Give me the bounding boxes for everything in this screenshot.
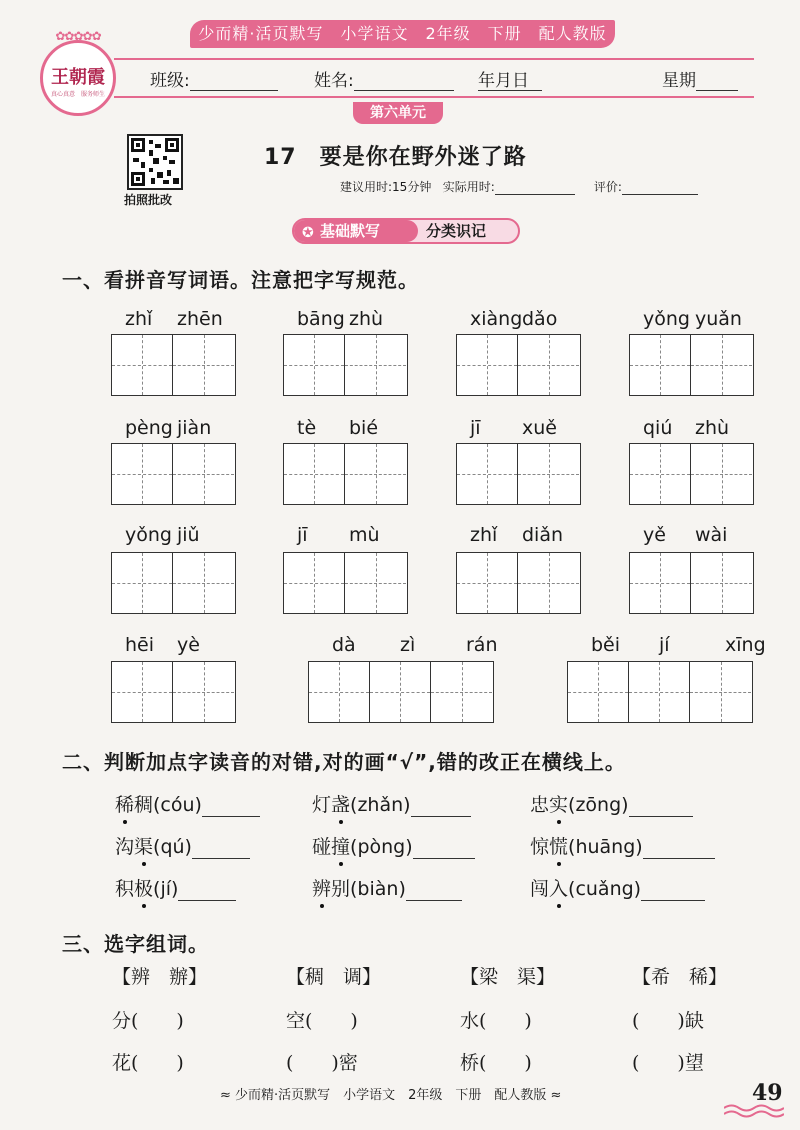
writing-grid[interactable] bbox=[308, 661, 494, 723]
pronunciation-item: 辨别(biàn) bbox=[312, 874, 462, 901]
dotted-character: 极 bbox=[134, 874, 153, 901]
writing-grid[interactable] bbox=[283, 552, 408, 614]
answer-line[interactable] bbox=[178, 880, 236, 901]
pinyin-text: jiàn bbox=[177, 417, 212, 439]
word-blank[interactable]: 分( ) bbox=[112, 1010, 184, 1032]
word-blank[interactable]: ( )望 bbox=[632, 1052, 704, 1074]
answer-line[interactable] bbox=[202, 796, 260, 817]
dotted-character: 稀 bbox=[115, 790, 134, 817]
name-label: 姓名: bbox=[314, 66, 354, 91]
dotted-character: 撞 bbox=[331, 832, 350, 859]
wave-decoration-icon bbox=[724, 1102, 784, 1118]
pinyin-text: jiǔ bbox=[177, 524, 200, 546]
qr-code-icon[interactable] bbox=[127, 134, 183, 190]
pinyin-text: běi bbox=[591, 634, 621, 656]
pronunciation-item: 忠实(zōng) bbox=[530, 790, 693, 817]
pill-sub: 分类识记 bbox=[426, 222, 487, 240]
writing-grid[interactable] bbox=[111, 661, 236, 723]
writing-grid[interactable] bbox=[567, 661, 753, 723]
grid-cell[interactable] bbox=[370, 662, 431, 722]
grid-cell[interactable] bbox=[518, 553, 579, 613]
pronunciation-item: 闯入(cuǎng) bbox=[530, 874, 705, 901]
grid-cell[interactable] bbox=[112, 335, 173, 395]
grid-cell[interactable] bbox=[431, 662, 492, 722]
footer-text: ≈ 少而精·活页默写 小学语文 2年级 下册 配人教版 ≈ bbox=[220, 1088, 562, 1103]
pinyin-text: xīng bbox=[725, 634, 766, 656]
grid-cell[interactable] bbox=[568, 662, 629, 722]
lesson-title: 17 要是你在野外迷了路 bbox=[264, 145, 527, 170]
answer-line[interactable] bbox=[629, 796, 693, 817]
choice-bracket: 【希 稀】 bbox=[632, 966, 728, 988]
grid-cell[interactable] bbox=[284, 444, 345, 504]
pinyin-text: yǒng bbox=[125, 524, 172, 546]
choice-bracket: 【辨 辦】 bbox=[112, 966, 208, 988]
grid-cell[interactable] bbox=[691, 553, 752, 613]
dotted-character: 入 bbox=[549, 874, 568, 901]
grid-cell[interactable] bbox=[309, 662, 370, 722]
grid-cell[interactable] bbox=[457, 553, 518, 613]
actual-time-label: 实际用时: bbox=[442, 180, 495, 194]
pinyin-text: mù bbox=[349, 524, 380, 546]
date-field: 年 月 日 bbox=[478, 66, 529, 91]
grid-cell[interactable] bbox=[630, 444, 691, 504]
pinyin-text: yuǎn bbox=[695, 308, 742, 330]
word-blank[interactable]: ( )缺 bbox=[632, 1010, 704, 1032]
pinyin-text: xiàng bbox=[470, 308, 523, 330]
grid-cell[interactable] bbox=[518, 444, 579, 504]
section3-heading: 三、选字组词。 bbox=[62, 932, 209, 956]
pinyin-text: zhēn bbox=[177, 308, 223, 330]
pinyin-text: bié bbox=[349, 417, 379, 439]
pinyin-text: yě bbox=[643, 524, 666, 546]
writing-grid[interactable] bbox=[629, 443, 754, 505]
writing-grid[interactable] bbox=[111, 334, 236, 396]
pinyin-text: zhù bbox=[695, 417, 730, 439]
choice-bracket: 【稠 调】 bbox=[286, 966, 382, 988]
class-label: 班级: bbox=[150, 66, 190, 91]
pinyin-text: wài bbox=[695, 524, 728, 546]
pinyin-text: zhǐ bbox=[470, 524, 498, 546]
answer-line[interactable] bbox=[192, 838, 250, 859]
pronunciation-item: 沟渠(qú) bbox=[115, 832, 250, 859]
pinyin-text: dà bbox=[332, 634, 356, 656]
grid-cell[interactable] bbox=[629, 662, 690, 722]
word-blank[interactable]: 花( ) bbox=[112, 1052, 184, 1074]
logo-tagline: 真心真意 服务师生 bbox=[50, 91, 105, 98]
time-info bbox=[340, 178, 698, 195]
grid-cell[interactable] bbox=[690, 662, 751, 722]
grid-cell[interactable] bbox=[112, 444, 173, 504]
rating-label: 评价: bbox=[593, 180, 622, 194]
grid-cell[interactable] bbox=[345, 444, 406, 504]
grid-cell[interactable] bbox=[173, 553, 234, 613]
writing-grid[interactable] bbox=[629, 552, 754, 614]
choice-bracket: 【梁 渠】 bbox=[460, 966, 556, 988]
writing-grid[interactable] bbox=[456, 334, 581, 396]
answer-line[interactable] bbox=[641, 880, 705, 901]
word-blank[interactable]: 桥( ) bbox=[460, 1052, 532, 1074]
section1-heading: 一、看拼音写词语。注意把字写规范。 bbox=[62, 268, 419, 292]
grid-cell[interactable] bbox=[691, 444, 752, 504]
pinyin-text: diǎn bbox=[522, 524, 564, 546]
weekday-field: 星期 bbox=[662, 66, 696, 91]
grid-cell[interactable] bbox=[630, 335, 691, 395]
grid-cell[interactable] bbox=[173, 444, 234, 504]
answer-line[interactable] bbox=[413, 838, 475, 859]
grid-cell[interactable] bbox=[173, 662, 234, 722]
pinyin-text: zì bbox=[400, 634, 416, 656]
section-pill bbox=[292, 218, 520, 244]
answer-line[interactable] bbox=[643, 838, 715, 859]
pinyin-text: zhù bbox=[349, 308, 384, 330]
suggested-time: 建议用时:15分钟 bbox=[340, 180, 432, 194]
pinyin-text: yè bbox=[177, 634, 200, 656]
writing-grid[interactable] bbox=[456, 443, 581, 505]
pronunciation-item: 惊慌(huāng) bbox=[530, 832, 715, 859]
pinyin-text: jī bbox=[470, 417, 481, 439]
pinyin-text: jí bbox=[659, 634, 670, 656]
student-info-bar bbox=[114, 58, 754, 98]
writing-grid[interactable] bbox=[283, 443, 408, 505]
writing-grid[interactable] bbox=[456, 552, 581, 614]
grid-cell[interactable] bbox=[284, 335, 345, 395]
pronunciation-item: 灯盏(zhǎn) bbox=[312, 790, 471, 817]
writing-grid[interactable] bbox=[629, 334, 754, 396]
grid-cell[interactable] bbox=[457, 444, 518, 504]
grid-cell[interactable] bbox=[345, 335, 406, 395]
word-blank[interactable]: ( )密 bbox=[286, 1052, 358, 1074]
logo-name: 王朝霞 bbox=[51, 67, 105, 88]
page-number: 49 bbox=[752, 1080, 783, 1106]
writing-grid[interactable] bbox=[111, 443, 236, 505]
badge-icon: ✪ bbox=[302, 225, 314, 241]
grid-cell[interactable] bbox=[457, 335, 518, 395]
brand-logo bbox=[40, 29, 116, 116]
dotted-character: 渠 bbox=[134, 832, 153, 859]
pronunciation-item: 积极(jí) bbox=[115, 874, 236, 901]
grid-cell[interactable] bbox=[345, 553, 406, 613]
section2-heading: 二、判断加点字读音的对错,对的画“√”,错的改正在横线上。 bbox=[62, 750, 626, 774]
pinyin-text: dǎo bbox=[522, 308, 558, 330]
unit-tag: 第六单元 bbox=[353, 102, 443, 124]
grid-cell[interactable] bbox=[518, 335, 579, 395]
grid-cell[interactable] bbox=[630, 553, 691, 613]
pinyin-text: bāng bbox=[297, 308, 345, 330]
word-blank[interactable]: 水( ) bbox=[460, 1010, 532, 1032]
pinyin-text: xuě bbox=[522, 417, 557, 439]
word-blank[interactable]: 空( ) bbox=[286, 1010, 358, 1032]
dotted-character: 慌 bbox=[549, 832, 568, 859]
answer-line[interactable] bbox=[411, 796, 471, 817]
pinyin-text: hēi bbox=[125, 634, 155, 656]
qr-label: 拍照批改 bbox=[124, 193, 173, 207]
dotted-character: 实 bbox=[549, 790, 568, 817]
pinyin-text: zhǐ bbox=[125, 308, 153, 330]
pinyin-text: rán bbox=[466, 634, 498, 656]
grid-cell[interactable] bbox=[284, 553, 345, 613]
grid-cell[interactable] bbox=[112, 662, 173, 722]
pinyin-text: yǒng bbox=[643, 308, 690, 330]
pinyin-text: jī bbox=[297, 524, 308, 546]
grid-cell[interactable] bbox=[173, 335, 234, 395]
dotted-character: 盏 bbox=[331, 790, 350, 817]
pronunciation-item: 碰撞(pòng) bbox=[312, 832, 475, 859]
dotted-character: 辨 bbox=[312, 874, 331, 901]
series-banner: 少而精·活页默写 小学语文 2年级 下册 配人教版 bbox=[190, 20, 615, 48]
grid-cell[interactable] bbox=[691, 335, 752, 395]
crown-icon: ✿✿✿✿✿ bbox=[55, 29, 101, 43]
pinyin-text: pèng bbox=[125, 417, 173, 439]
pill-main: 基础默写 bbox=[320, 222, 381, 240]
answer-line[interactable] bbox=[406, 880, 462, 901]
pinyin-text: qiú bbox=[643, 417, 673, 439]
pinyin-text: tè bbox=[297, 417, 317, 439]
pronunciation-item: 稀稠(cóu) bbox=[115, 790, 260, 817]
grid-cell[interactable] bbox=[112, 553, 173, 613]
writing-grid[interactable] bbox=[111, 552, 236, 614]
writing-grid[interactable] bbox=[283, 334, 408, 396]
